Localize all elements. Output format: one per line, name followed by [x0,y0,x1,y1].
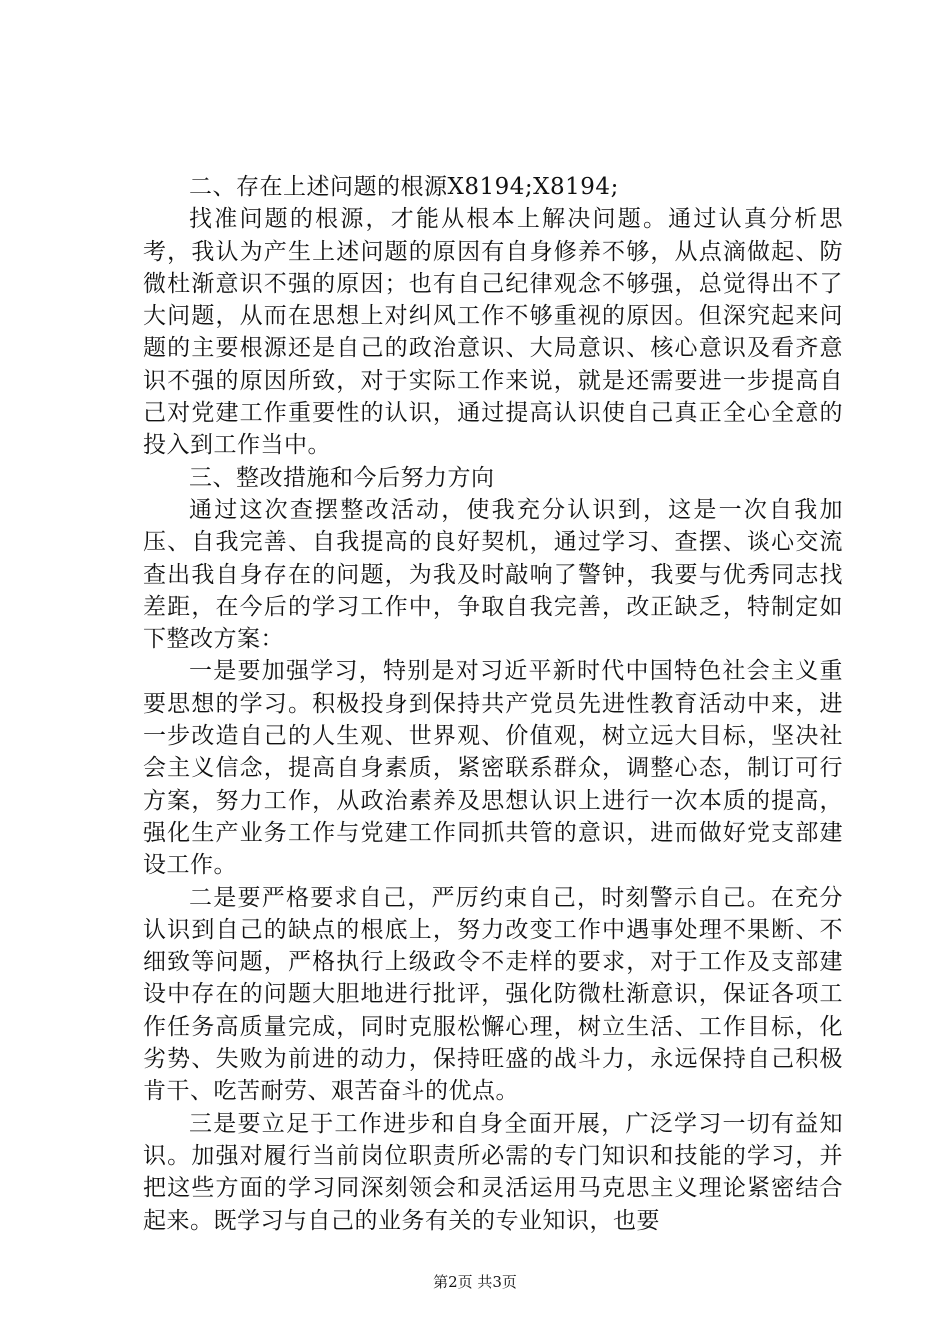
paragraph-rectification-intro: 通过这次查摆整改活动，使我充分认识到，这是一次自我加压、自我完善、自我提高的良好契机，通过学习、查摆、谈心交流查出我自身存在的问题，为我及时敲响了警钟，我要与优秀同志找差距，在今后的学习工作中，争取自我完善，改正缺乏，特制定如下整改方案： [143,496,843,653]
paragraph-measure-two: 二是要严格要求自己，严厉约束自己，时刻警示自己。在充分认识到自己的缺点的根底上，努力改变工作中遇事处理不果断、不细致等问题，严格执行上级政令不走样的要求，对于工作及支部建设中存在的问题大胆地进行批评，强化防微杜渐意识，保证各项工作任务高质量完成，同时克服松懈心理，树立生活、工作目标，化劣势、失败为前进的动力，保持旺盛的战斗力，永远保持自己积极肯干、吃苦耐劳、艰苦奋斗的优点。 [143,884,843,1105]
section-heading-root-causes: 二、存在上述问题的根源X8194;X8194; [189,174,619,200]
paragraph-measure-one: 一是要加强学习，特别是对习近平新时代中国特色社会主义重要思想的学习。积极投身到保持共产党员先进性教育活动中来，进一步改造自己的人生观、世界观、价值观，树立远大目标，坚决社会主义信念，提高自身素质，紧密联系群众，调整心态，制订可行方案，努力工作，从政治素养及思想认识上进行一次本质的提高，强化生产业务工作与党建工作同抓共管的意识，进而做好党支部建设工作。 [143,658,843,879]
document-body [143,171,843,1237]
paragraph-root-cause-analysis: 找准问题的根源，才能从根本上解决问题。通过认真分析思考，我认为产生上述问题的原因有自身修养不够，从点滴做起、防微杜渐意识不强的原因；也有自己纪律观念不够强，总觉得出不了大问题，从而在思想上对纠风工作不够重视的原因。但深究起来问题的主要根源还是自己的政治意识、大局意识、核心意识及看齐意识不强的原因所致，对于实际工作来说，就是还需要进一步提高自己对党建工作重要性的认识，通过提高认识使自己真正全心全意的投入到工作当中。 [143,206,843,459]
paragraph-measure-three: 三是要立足于工作进步和自身全面开展，广泛学习一切有益知识。加强对履行当前岗位职责所必需的专门知识和技能的学习，并把这些方面的学习同深刻领会和灵活运用马克思主义理论紧密结合起来。既学习与自己的业务有关的专业知识，也要 [143,1110,843,1234]
page-footer: 第2页 共3页 [433,1273,517,1291]
section-heading-rectification: 三、整改措施和今后努力方向 [189,464,495,491]
